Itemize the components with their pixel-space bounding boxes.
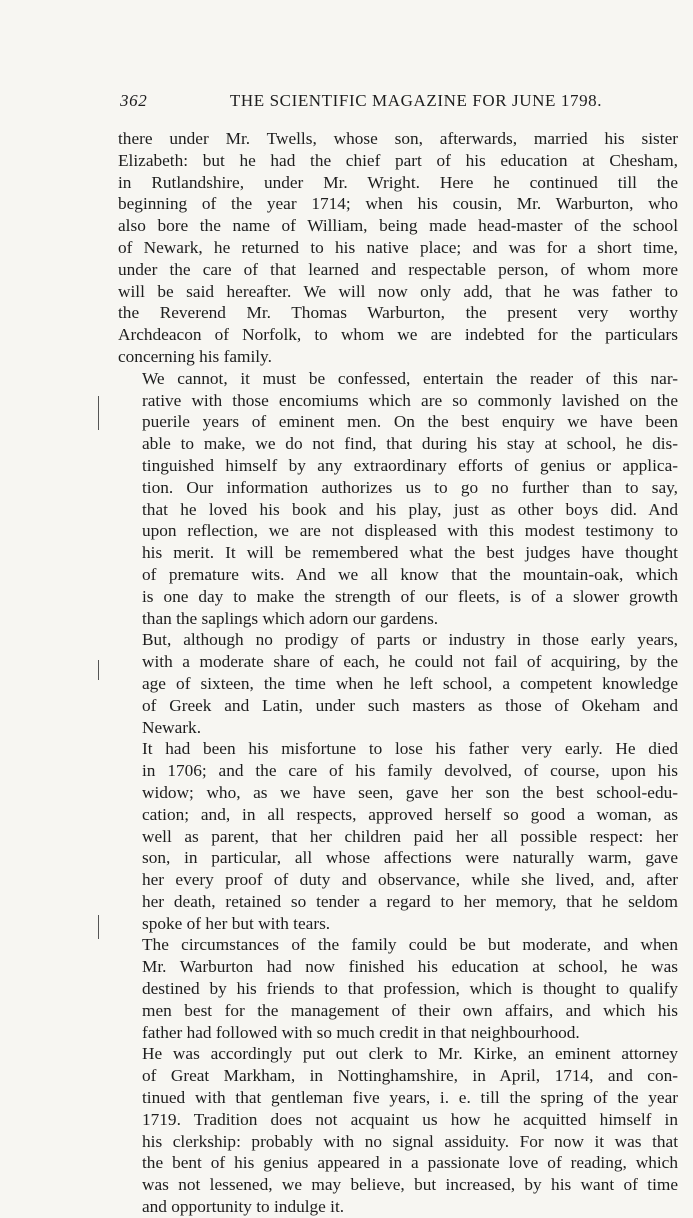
text-line: his clerkship: probably with no signal assiduity. For now it was that: [142, 1131, 678, 1151]
text-line: was not lessened, we may believe, but increased, by his want of time: [142, 1175, 678, 1195]
text-line: able to make, we do not find, that during his stay at school, he dis-: [142, 434, 678, 454]
text-line: the bent of his genius appeared in a passionate love of reading, which: [142, 1153, 678, 1173]
text-line: also bore the name of William, being made head-master of the school: [118, 216, 678, 236]
text-line: concerning his family.: [118, 346, 272, 366]
paragraph: [118, 934, 678, 1043]
text-line: than the saplings which adorn our gardens.: [142, 608, 439, 628]
text-line: widow; who, as we have seen, gave her son the best school-edu-: [142, 782, 678, 802]
text-line: her death, retained so tender a regard to her memory, that he seldom: [142, 891, 678, 911]
text-line: But, although no prodigy of parts or industry in those early years,: [142, 630, 678, 650]
body-text: [118, 128, 678, 1218]
text-line: He was accordingly put out clerk to Mr. Kirke, an eminent attorney: [142, 1044, 678, 1064]
text-line: of Greek and Latin, under such masters as those of Okeham and: [142, 695, 678, 715]
text-line: in 1706; and the care of his family devolved, of course, upon his: [142, 761, 678, 781]
paragraph: [118, 738, 678, 934]
text-line: the Reverend Mr. Thomas Warburton, the present very worthy: [118, 303, 678, 323]
text-line: We cannot, it must be confessed, entertain the reader of this nar-: [142, 368, 678, 388]
text-line: of Newark, he returned to his native place; and was for a short time,: [118, 237, 678, 257]
paragraph: [118, 629, 678, 738]
margin-mark: [98, 396, 99, 430]
margin-mark: [98, 660, 99, 680]
text-line: destined by his friends to that profession, which is thought to qualify: [142, 979, 678, 999]
text-line: Newark.: [142, 717, 202, 737]
running-title: THE SCIENTIFIC MAGAZINE FOR JUNE 1798.: [229, 91, 603, 110]
text-line: with a moderate share of each, he could not fail of acquiring, by the: [142, 652, 678, 672]
text-line: her every proof of duty and observance, while she lived, and, after: [142, 870, 678, 890]
text-line: well as parent, that her children paid her all possible respect: her: [142, 826, 678, 846]
page-header: [120, 91, 660, 111]
text-line: spoke of her but with tears.: [142, 913, 331, 933]
text-line: there under Mr. Twells, whose son, afterwards, married his sister: [118, 129, 678, 148]
paragraph: [118, 368, 678, 630]
text-line: of premature wits. And we all know that the mountain-oak, which: [142, 564, 678, 584]
text-line: tinguished himself by any extraordinary efforts of genius or applica-: [142, 455, 678, 475]
text-line: under the care of that learned and respectable person, of whom more: [118, 259, 678, 279]
text-line: puerile years of eminent men. On the best enquiry we have been: [142, 412, 678, 432]
text-line: The circumstances of the family could be but moderate, and when: [142, 935, 678, 955]
text-line: will be said hereafter. We will now only add, that he was father to: [118, 281, 678, 301]
text-line: tinued with that gentleman five years, i. e. till the spring of the year: [142, 1088, 678, 1108]
text-line: upon reflection, we are not displeased with this modest testimony to: [142, 521, 678, 541]
text-line: is one day to make the strength of our fleets, is of a slower growth: [142, 586, 678, 606]
text-line: and opportunity to indulge it.: [142, 1197, 345, 1217]
text-line: son, in particular, all whose affections were naturally warm, gave: [142, 848, 678, 868]
text-line: 1719. Tradition does not acquaint us how he acquitted himself in: [142, 1109, 678, 1129]
text-line: It had been his misfortune to lose his father very early. He died: [142, 739, 678, 759]
text-line: Mr. Warburton had now finished his education at school, he was: [142, 957, 678, 977]
text-line: his merit. It will be remembered what the best judges have thought: [142, 543, 678, 563]
text-line: tion. Our information authorizes us to go no further than to say,: [142, 477, 678, 497]
margin-mark: [98, 915, 99, 939]
text-line: men best for the management of their own affairs, and which his: [142, 1000, 678, 1020]
text-line: of Great Markham, in Nottinghamshire, in April, 1714, and con-: [142, 1066, 678, 1086]
text-line: that he loved his book and his play, just as other boys did. And: [142, 499, 678, 519]
text-line: beginning of the year 1714; when his cousin, Mr. Warburton, who: [118, 194, 678, 214]
text-line: in Rutlandshire, under Mr. Wright. Here he continued till the: [118, 172, 678, 192]
text-line: age of sixteen, the time when he left school, a competent knowledge: [142, 673, 678, 693]
page-number: 362: [120, 91, 148, 110]
paragraph: [118, 128, 678, 368]
text-line: cation; and, in all respects, approved herself so good a woman, as: [142, 804, 678, 824]
paragraph: [118, 1043, 678, 1217]
text-line: Elizabeth: but he had the chief part of his education at Chesham,: [118, 150, 678, 170]
text-line: Archdeacon of Norfolk, to whom we are indebted for the particulars: [118, 325, 678, 345]
text-line: father had followed with so much credit in that neighbourhood.: [142, 1022, 580, 1042]
text-line: rative with those encomiums which are so commonly lavished on the: [142, 390, 678, 410]
